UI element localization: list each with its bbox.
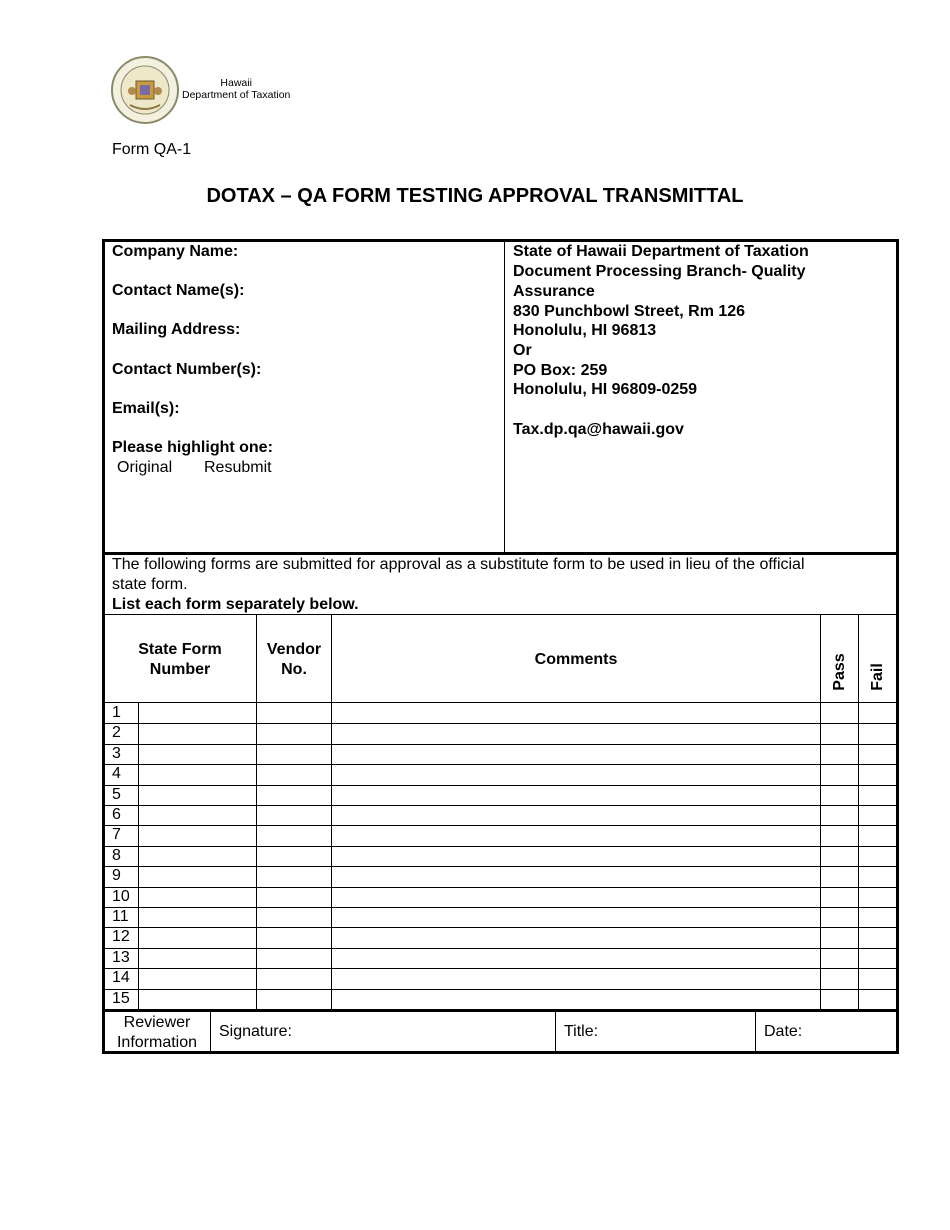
instructions-line-3: List each form separately below.	[112, 596, 359, 613]
instructions-line-2: state form.	[112, 576, 188, 593]
row-number: 4	[112, 765, 121, 783]
address-line-8: Honolulu, HI 96809-0259	[513, 381, 698, 398]
reviewer-divider-1	[210, 1011, 211, 1052]
row-number: 2	[112, 724, 121, 742]
row-number: 7	[112, 826, 121, 844]
address-line-7: PO Box: 259	[513, 362, 608, 379]
header-fail: Fail	[869, 663, 886, 691]
row-divider	[104, 764, 897, 765]
row-number: 14	[112, 969, 130, 987]
row-divider	[104, 785, 897, 786]
row-number: 15	[112, 989, 130, 1007]
row-number: 8	[112, 846, 121, 864]
col-line-vendor	[256, 614, 257, 1010]
logo-line-hawaii: Hawaii	[220, 77, 252, 89]
row-divider	[104, 989, 897, 990]
reviewer-divider-3	[755, 1011, 756, 1052]
col-line-state-form-inner	[138, 703, 139, 1010]
contact-names-label: Contact Name(s):	[112, 282, 245, 299]
col-line-comments	[331, 614, 332, 1010]
table-top-line	[104, 614, 897, 615]
row-divider	[104, 968, 897, 969]
col-line-fail	[858, 614, 859, 1010]
row-number: 1	[112, 704, 121, 721]
option-original[interactable]: Original	[117, 459, 173, 476]
header-state-form: State Form Number	[138, 641, 222, 678]
frame-bottom	[102, 1051, 899, 1054]
page-title: DOTAX – QA FORM TESTING APPROVAL TRANSMITTAL	[206, 185, 744, 207]
header-bottom-line	[104, 702, 897, 703]
department-logo	[110, 55, 310, 125]
form-id: Form QA-1	[112, 141, 192, 158]
header-comments: Comments	[534, 651, 618, 668]
row-number: 6	[112, 806, 121, 823]
top-section-bottom	[102, 552, 899, 555]
instructions-line-1: The following forms are submitted for approval as a substitute form to be used in lieu of the official	[112, 556, 805, 573]
row-number: 10	[112, 887, 130, 905]
signature-field[interactable]: Signature:	[219, 1023, 292, 1040]
contact-numbers-label: Contact Number(s):	[112, 361, 262, 378]
highlight-prompt: Please highlight one:	[112, 439, 273, 456]
state-seal-icon	[110, 55, 180, 125]
col-line-pass	[820, 614, 821, 1010]
row-number: 3	[112, 744, 121, 762]
row-number: 5	[112, 785, 121, 803]
row-divider	[104, 744, 897, 745]
address-line-5: Honolulu, HI 96813	[513, 322, 657, 339]
address-line-6: Or	[513, 342, 532, 359]
emails-label: Email(s):	[112, 400, 180, 417]
date-field[interactable]: Date:	[764, 1023, 803, 1040]
row-number: 11	[112, 908, 129, 925]
address-line-4: 830 Punchbowl Street, Rm 126	[513, 303, 746, 320]
top-section-divider	[504, 241, 505, 553]
mailing-address-label: Mailing Address:	[112, 321, 241, 338]
reviewer-divider-2	[555, 1011, 556, 1052]
row-divider	[104, 907, 897, 908]
frame-right	[896, 239, 899, 1054]
row-number: 13	[112, 948, 130, 966]
reviewer-label: Reviewer Information	[116, 1014, 198, 1051]
row-number: 12	[112, 928, 130, 946]
row-number: 9	[112, 867, 121, 885]
row-divider	[104, 805, 897, 806]
address-line-1: State of Hawaii Department of Taxation	[513, 243, 809, 260]
row-divider	[104, 723, 897, 724]
reviewer-top-line	[102, 1009, 899, 1012]
header-vendor: Vendor No.	[266, 641, 322, 678]
address-line-2: Document Processing Branch- Quality	[513, 263, 806, 280]
address-line-3: Assurance	[513, 283, 595, 300]
row-divider	[104, 866, 897, 867]
row-divider	[104, 825, 897, 826]
company-name-label: Company Name:	[112, 243, 239, 260]
title-field[interactable]: Title:	[564, 1023, 599, 1040]
row-divider	[104, 948, 897, 949]
option-resubmit[interactable]: Resubmit	[204, 459, 272, 476]
row-divider	[104, 887, 897, 888]
logo-line-department: Department of Taxation	[182, 89, 291, 101]
row-divider	[104, 927, 897, 928]
address-email: Tax.dp.qa@hawaii.gov	[513, 421, 684, 438]
row-divider	[104, 846, 897, 847]
header-pass: Pass	[831, 653, 848, 691]
